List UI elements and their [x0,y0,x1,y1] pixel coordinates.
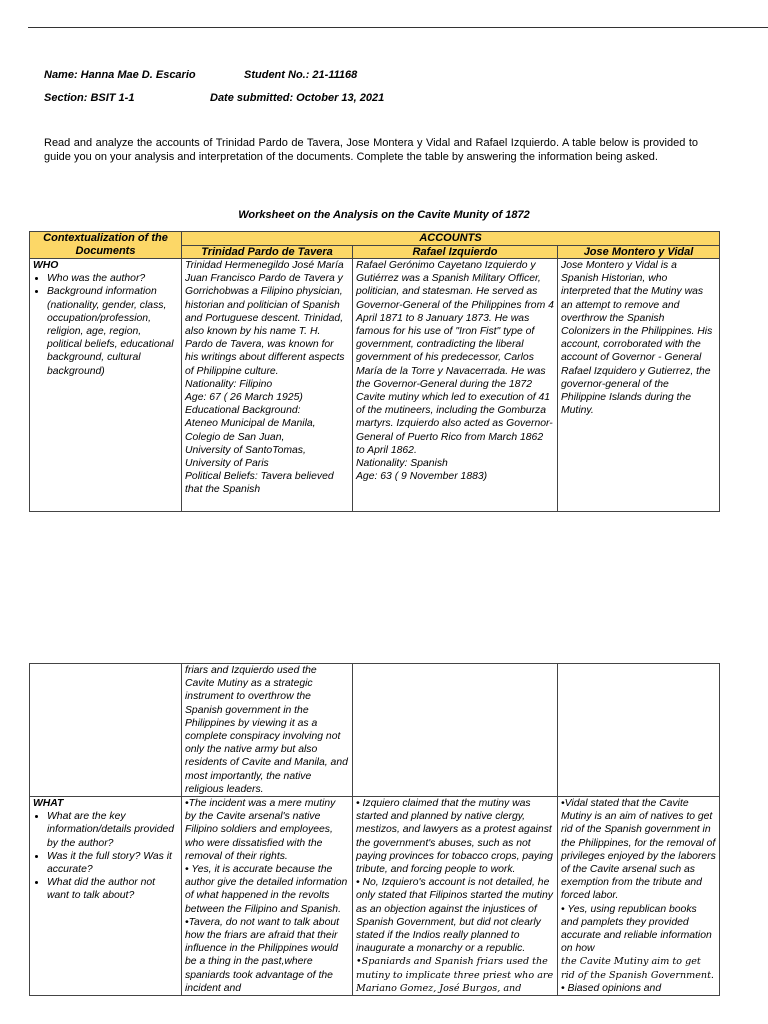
izquierdo-bio: Rafael Gerónimo Cayetano Izquierdo y Gutiérrez was a Spanish Military Officer, politician, and statesman. He served as Governor-General of the Philippines from 4 April 1871 to 8 January 1873. He was famous for his use of "Iron Fist" type of government, contradicting the liberal government of his predecessor, Carlos María de la Torre y Navacerrada. He was the Governor-General during the 1872 Cavite mutiny which led to execution of 41 of the mutineers, including the Gomburza martyrs. Izquierdo also acted as Governor-General of Puerto Rico from March 1862 to April 1862. [356,260,554,456]
montero-what-point: •Vidal stated that the Cavite Mutiny is an aim of natives to get rid of the Spanish government in the Philippines, for the removal of privileges enjoyed by the laborers of the Cavite arsenal such as exemption from the tribute and forced labor. [561,798,716,902]
col-header-montero: Jose Montero y Vidal [558,245,720,259]
tavera-age: Age: 67 ( 26 March 1925) [185,392,303,404]
tavera-education-label: Educational Background: [185,405,301,417]
izquierdo-what-point: • No, Izquiero's account is not detailed, he only stated that Filipinos started the mutiny as an objection against the injustices of Spanish Government, but did not clearly stated if the Indios really planned to inaugurate a monarchy or a republic. [356,877,553,955]
col-header-izquierdo: Rafael Izquierdo [353,245,558,259]
montero-what-point: • Yes, using republican books and pamplets they provided accurate and reliable information on how [561,903,712,955]
who-cell [30,259,182,512]
list-item: • What did the author not want to talk about? [47,876,178,902]
tavera-what-point: •The incident was a mere mutiny by the Cavite arsenal's native Filipino soldiers and employees, who were dissatisfied with the removal of their rights. [185,798,336,862]
empty-cell [353,664,558,797]
analysis-table [29,231,720,512]
montero-bio: Jose Montero y Vidal is a Spanish Historian, who interpreted that the Mutiny was an attempt to remove and overthrow the Spanish Colonizers in the Philippines. His account, corroborated with the account of Governor - General Rafael Izquidero y Gutierrez, the governor-general of the Philippine Islands during the Mutiny. [561,260,713,417]
list-item: • What are the key information/details provided by the author? [47,810,178,850]
tavera-continued-cell [182,664,353,797]
tavera-what-point: •Tavera, do not want to talk about how the friars are afraid that their influence in the Philippines would be a thing in the past,where spaniards took advantage of the incident and [185,916,340,994]
col-header-tavera: Trinidad Pardo de Tavera [182,245,353,259]
izquierdo-age: Age: 63 ( 9 November 1883) [356,471,488,483]
table-row-who [30,259,720,512]
date-submitted: Date submitted: October 13, 2021 [210,92,385,104]
izquierdo-nationality: Nationality: Spanish [356,458,448,470]
list-item: • Background information (nationality, gender, class, occupation/profession, religion, age, region, political beliefs, educational background, cultural background) [47,285,178,377]
table-row-continued [30,664,720,797]
tavera-school: Colegio de San Juan, [185,431,285,443]
what-izquierdo-cell [353,797,558,996]
what-label: WHAT [33,798,64,810]
list-item: • Who was the author? [47,272,178,285]
montero-what-point: • Biased opinions and [561,982,662,994]
what-montero-cell [558,797,720,996]
tavera-nationality: Nationality: Filipino [185,378,273,390]
empty-cell [30,664,182,797]
what-cell [30,797,182,996]
who-montero-cell [558,259,720,512]
section: Section: BSIT 1-1 [44,92,135,104]
who-izquierdo-cell [353,259,558,512]
montero-what-point: the Cavite Mutiny aim to get rid of the Spanish Government. [561,956,714,981]
who-tavera-cell [182,259,353,512]
who-label: WHO [33,260,59,271]
tavera-bio: Trinidad Hermenegildo José María Juan Francisco Pardo de Tavera y Gorrichobwas a Filipino physician, historian and politician of Spanish and Portuguese descent. Trinidad, also known by his name T. H. Pardo de Tavera, was known for his writings about different aspects of Philippine culture. [185,260,345,377]
instructions-paragraph: Read and analyze the accounts of Trinidad Pardo de Tavera, Jose Montera y Vidal and Rafael Izquierdo. A table below is provided to guide you on your analysis and interpretation of the documents. Complete the table by answering the information being asked. [44,137,698,164]
izquierdo-what-point: •Spaniards and Spanish friars used the mutiny to implicate three priest who are Mariano Gomez, José Burgos, and [356,956,554,994]
worksheet-title: Worksheet on the Analysis on the Cavite Munity of 1872 [238,209,530,221]
list-item: • Was it the full story? Was it accurate? [47,850,178,876]
empty-cell [558,664,720,797]
tavera-what-point: • Yes, it is accurate because the author give the detailed information of what happened in the revolts between the Filipino and Spanish. [185,864,348,915]
table-row-what [30,797,720,996]
who-bullets [33,272,178,378]
izquierdo-what-point: • Izquiero claimed that the mutiny was started and planned by native clergy, mestizos, and lawyers as a protest against the government's abuses, such as not paying provinces for tobacco crops, paying tribute, and forcing people to work. [356,798,553,876]
what-tavera-cell [182,797,353,996]
student-number: Student No.: 21-11168 [244,69,358,81]
tavera-school: University of SantoTomas, [185,444,306,456]
context-header: Contextualization of the Documents [30,232,182,259]
tavera-continued-text: friars and Izquierdo used the Cavite Mutiny as a strategic instrument to overthrow the Spanish government in the Philippines by viewing it as a complete conspiracy involving not only the native army but also residents of Cavite and Manila, and most importantly, the native religious leaders. [185,665,348,795]
tavera-school: University of Paris [185,458,269,470]
top-rule [28,27,768,28]
analysis-table-continued [29,663,720,996]
tavera-political-beliefs: Political Beliefs: Tavera believed that the Spanish [185,471,334,496]
what-bullets [33,810,178,902]
student-name: Name: Hanna Mae D. Escario [44,69,196,81]
tavera-school: Ateneo Municipal de Manila, [185,418,316,430]
accounts-header: ACCOUNTS [182,232,720,246]
